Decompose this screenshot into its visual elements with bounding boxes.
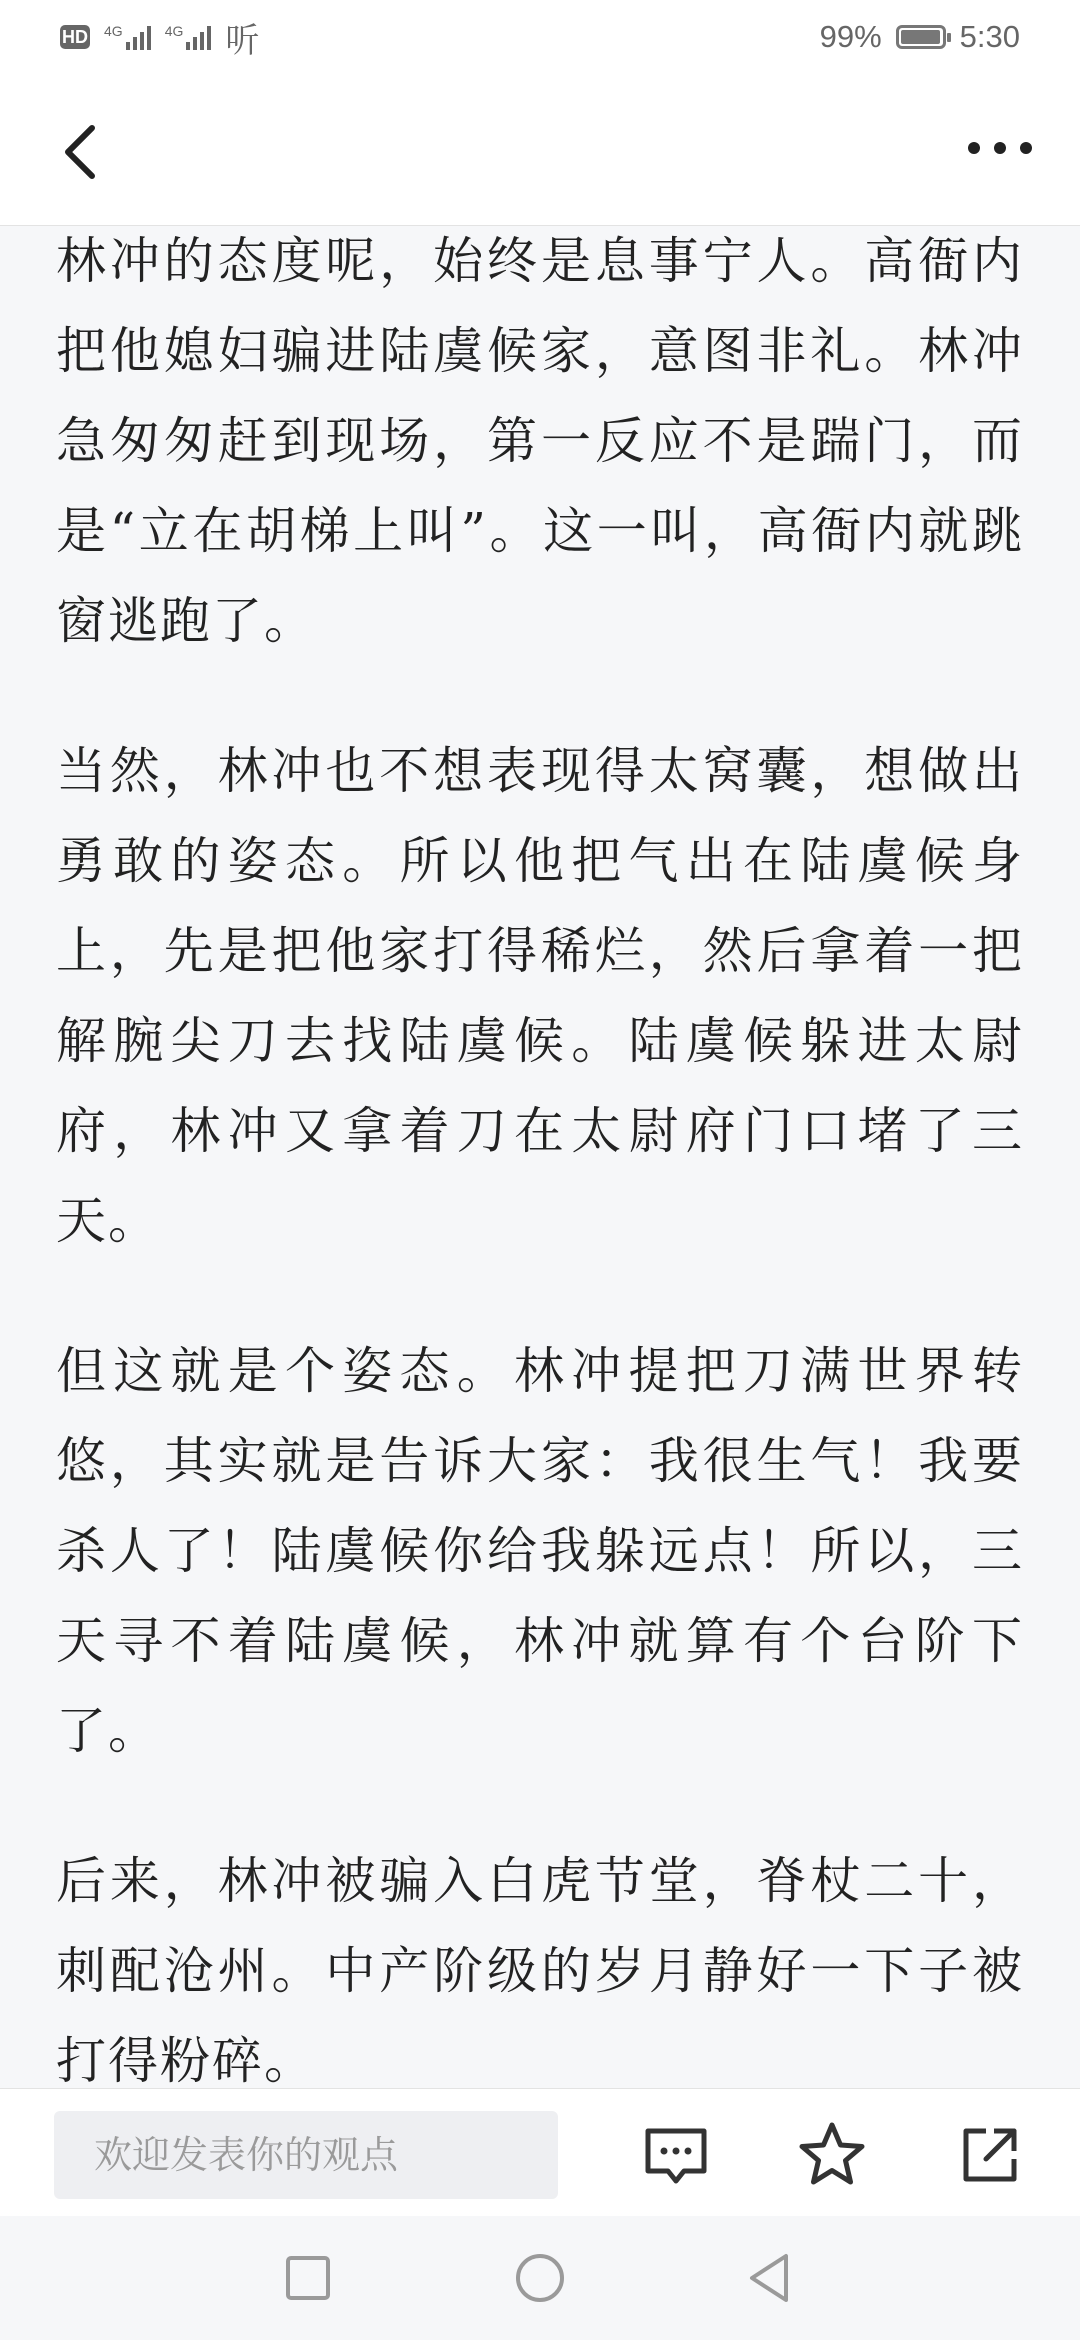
article-paragraph: 当然，林冲也不想表现得太窝囊，想做出勇敢的姿态。所以他把气出在陆虞候身上，先是把他家打得稀烂，然后拿着一把解腕尖刀去找陆虞候。陆虞候躲进太尉府，林冲又拿着刀在太尉府门口堵了三天。 <box>56 742 1024 1250</box>
nav-back-button[interactable] <box>740 2248 800 2308</box>
chevron-left-icon <box>50 112 120 192</box>
signal-bars-icon <box>186 24 211 50</box>
system-nav-bar <box>0 2216 1080 2340</box>
favorite-button[interactable] <box>792 2115 872 2195</box>
status-time: 5:30 <box>959 19 1020 54</box>
recent-apps-icon <box>278 2248 338 2308</box>
app-header <box>0 74 1080 226</box>
hd-badge: HD <box>60 25 90 49</box>
status-bar <box>0 0 1080 74</box>
signal-bars-icon <box>126 24 151 50</box>
home-icon <box>510 2248 570 2308</box>
network-type-label-2: 4G <box>164 23 184 39</box>
share-button[interactable] <box>950 2115 1030 2195</box>
article-paragraph: 后来，林冲被骗入白虎节堂，脊杖二十，刺配沧州。中产阶级的岁月静好一下子被打得粉碎。 <box>56 1852 1024 2088</box>
comment-icon <box>636 2115 716 2195</box>
star-icon <box>792 2115 872 2195</box>
comment-input[interactable] <box>54 2111 558 2199</box>
share-icon <box>950 2115 1030 2195</box>
article-content[interactable] <box>0 226 1080 2088</box>
comment-button[interactable] <box>636 2115 716 2195</box>
back-button[interactable] <box>50 112 120 192</box>
recent-apps-button[interactable] <box>278 2248 338 2308</box>
battery-percent: 99% <box>819 19 882 54</box>
battery-icon <box>896 25 946 49</box>
listen-label: 听 <box>225 21 260 60</box>
signal-2 <box>165 24 212 50</box>
signal-1 <box>104 24 151 50</box>
status-left <box>60 13 259 62</box>
back-triangle-icon <box>740 2248 800 2308</box>
comment-bar <box>0 2088 1080 2216</box>
article-paragraph: 但这就是个姿态。林冲提把刀满世界转悠，其实就是告诉大家：我很生气！我要杀人了！陆虞候你给我躲远点！所以，三天寻不着陆虞候，林冲就算有个台阶下了。 <box>56 1342 1024 1760</box>
more-button[interactable] <box>960 118 1040 178</box>
article-paragraph: 林冲的态度呢，始终是息事宁人。高衙内把他媳妇骗进陆虞候家，意图非礼。林冲急匆匆赶到现场，第一反应不是踹门，而是“立在胡梯上叫”。这一叫，高衙内就跳窗逃跑了。 <box>56 232 1024 650</box>
network-type-label-1: 4G <box>104 23 123 39</box>
status-right <box>820 19 1020 55</box>
home-button[interactable] <box>510 2248 570 2308</box>
more-horizontal-icon <box>960 118 1040 178</box>
